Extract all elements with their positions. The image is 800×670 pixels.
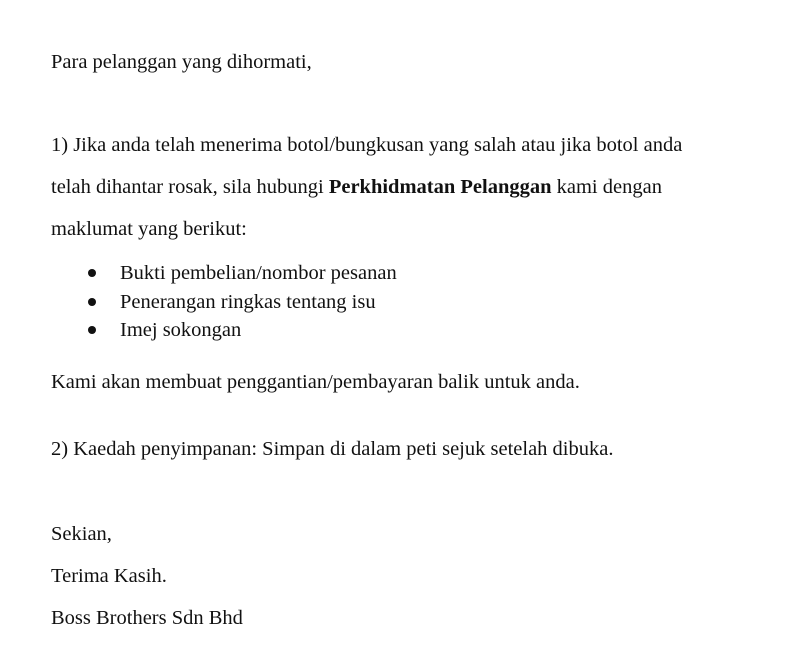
list-item	[51, 318, 397, 347]
requirements-list	[51, 261, 397, 347]
greeting: Para pelanggan yang dihormati,	[51, 51, 312, 73]
refund-note: Kami akan membuat penggantian/pembayaran balik untuk anda.	[51, 371, 580, 393]
list-item-text: Imej sokongan	[120, 319, 242, 341]
list-item	[51, 290, 397, 319]
thanks-text: Terima Kasih.	[51, 565, 167, 587]
bullet-dot-icon	[88, 298, 96, 306]
company-name: Boss Brothers Sdn Bhd	[51, 607, 243, 629]
bullet-dot-icon	[88, 269, 96, 277]
closing-text: Sekian,	[51, 523, 112, 545]
paragraph-1-line-1: 1) Jika anda telah menerima botol/bungkusan yang salah atau jika botol anda	[51, 134, 683, 156]
paragraph-1-line-3: maklumat yang berikut:	[51, 218, 247, 240]
paragraph-1-text-after: kami dengan	[556, 176, 662, 198]
paragraph-1-line-2	[51, 175, 662, 199]
list-item-text: Penerangan ringkas tentang isu	[120, 290, 376, 313]
customer-service-emphasis: Perkhidmatan Pelanggan	[328, 176, 552, 198]
bullet-dot-icon	[88, 326, 96, 334]
list-item-text: Bukti pembelian/nombor pesanan	[120, 262, 397, 284]
storage-note: 2) Kaedah penyimpanan: Simpan di dalam peti sejuk setelah dibuka.	[51, 438, 614, 460]
paragraph-1-text-before: telah dihantar rosak, sila hubungi	[51, 176, 324, 198]
list-item	[51, 261, 397, 290]
